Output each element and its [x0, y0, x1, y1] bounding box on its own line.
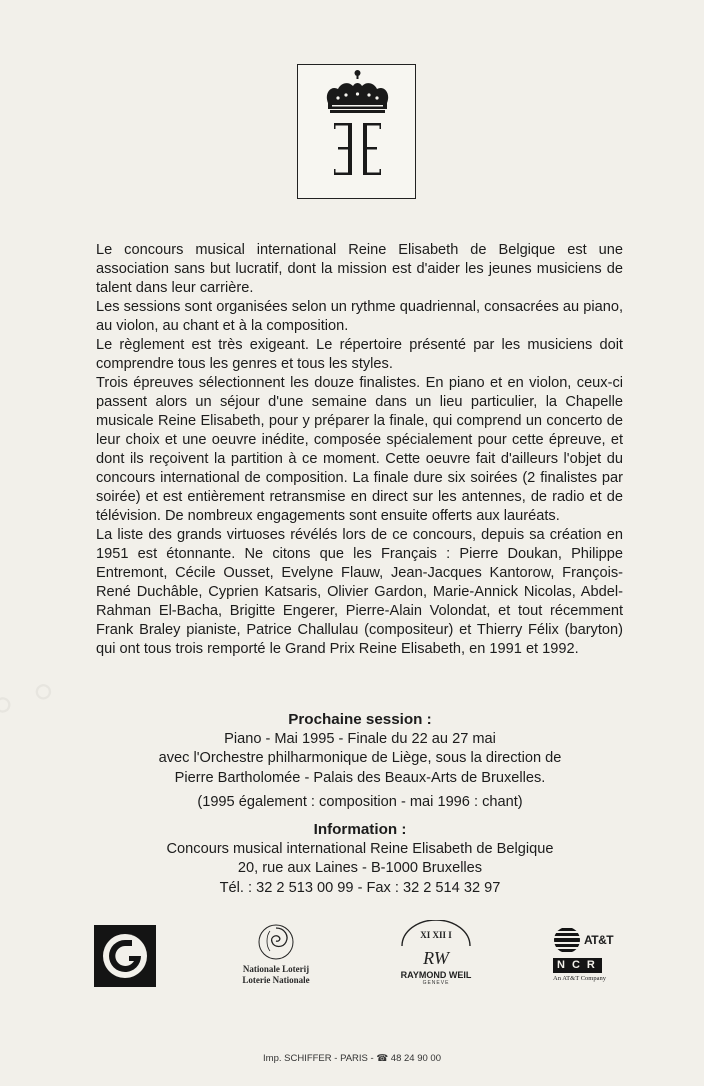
information-line-3: Tél. : 32 2 513 00 99 - Fax : 32 2 514 32 97	[219, 879, 501, 896]
session-line-3: Pierre Bartholomée - Palais des Beaux-Arts de Bruxelles.	[174, 769, 546, 786]
loterie-nationale-logo	[234, 922, 318, 986]
paragraph-epreuves: Trois épreuves sélectionnent les douze finalistes. En piano et en violon, ceux-ci passent alors un séjour d'une semaine dans un lieu particulier, la Chapelle musicale Reine Elisabeth, pour y préparer la finale, qui comprend un concerto de leur choix et une oeuvre inédite, composée spécialement pour cette épreuve, et dont ils reçoivent la partition à ce moment. Cette oeuvre fait d'ailleurs l'objet du concours international de composition. La finale dure six soirées (2 finalistes par soirée) et est entièrement retransmise en direct sur les antennes, de radio et de télévision. De nombreux engagements sont ensuite offerts aux lauréats.	[96, 375, 623, 524]
ncr-wordmark: NCR	[553, 958, 633, 973]
crown-ee-monogram-icon	[297, 64, 416, 199]
information-heading: Information :	[313, 821, 407, 838]
session-heading: Prochaine session :	[288, 711, 432, 728]
session-line-2: avec l'Orchestre philharmonique de Liège, sous la direction de	[158, 750, 562, 766]
imprint-line: Imp. SCHIFFER - PARIS - ☎ 48 24 90 00	[263, 1053, 441, 1064]
att-wordmark: AT&T	[584, 933, 614, 947]
att-company-tagline: An AT&T Company	[553, 975, 606, 982]
loterie-name-nl: Nationale Loterij	[242, 964, 310, 974]
paragraph-laureats: La liste des grands virtuoses révélés lors de ce concours, depuis sa création en 1951 est étonnante. Ne citons que les Français : Pierre Doukan, Philippe Entremont, Cécile Ousset, Evelyne Flauw, Jean-Jacques Kantorow, François-René Duchâble, Cyprien Katsaris, Olivier Gardon, Marie-Annick Nicolas, Abdel-Rahman El-Bacha, Brigitte Engerer, Pierre-Alain Volondat, et tout récemment Frank Braley pianiste, Patrice Challulau (compositeur) et Thierry Félix (baryton) qui ont tous trois remporté le Grand Prix Reine Elisabeth, en 1991 et 1992.	[96, 527, 623, 657]
raymond-weil-city: GENEVE	[422, 980, 450, 986]
paragraph-intro: Le concours musical international Reine Elisabeth de Belgique est une association sans but lucratif, dont la mission est d'aider les jeunes musiciens de talent dans leur carrière.	[96, 242, 623, 296]
g-sponsor-logo-icon	[94, 925, 156, 992]
clock-numerals: XI XII I	[420, 930, 452, 940]
raymond-weil-name: RAYMOND WEIL	[400, 970, 472, 980]
lottery-swirl-icon	[256, 922, 296, 962]
session-block	[80, 710, 640, 813]
raymond-weil-logo	[394, 920, 478, 986]
information-line-2: 20, rue aux Laines - B-1000 Bruxelles	[237, 860, 483, 876]
paragraph-reglement: Le règlement est très exigeant. Le répertoire présenté par les musiciens doit comprendre tous les genres et tous les styles.	[96, 337, 623, 372]
loterie-name-fr: Loterie Nationale	[242, 975, 310, 985]
watermark-trace	[0, 651, 67, 742]
att-ncr-logo	[553, 926, 633, 982]
session-line-1: Piano - Mai 1995 - Finale du 22 au 27 mai	[224, 730, 496, 747]
information-line-1: Concours musical international Reine Elisabeth de Belgique	[166, 840, 554, 857]
rw-monogram: RW	[423, 948, 449, 968]
session-line-4: (1995 également : composition - mai 1996 : chant)	[197, 794, 523, 810]
paragraph-sessions: Les sessions sont organisées selon un rythme quadriennal, consacrées au piano, au violon, au chant et à la composition.	[96, 299, 623, 334]
information-block	[80, 820, 640, 898]
att-globe-icon	[553, 926, 581, 954]
body-text	[96, 241, 623, 659]
